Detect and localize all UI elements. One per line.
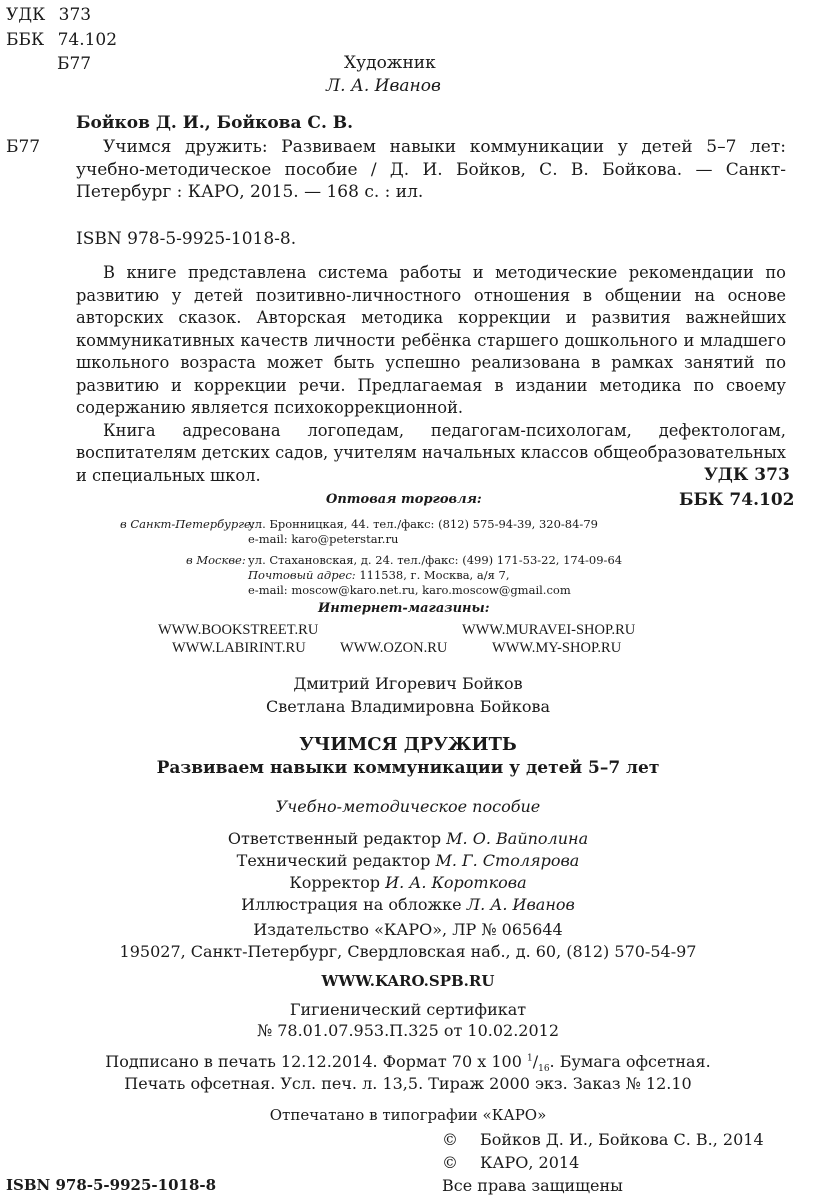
imprint-author-2: Светлана Владимировна Бойкова <box>265 697 551 716</box>
publisher-address: 195027, Санкт-Петербург, Свердловская наб., д. 60, (812) 570-54-97 <box>119 942 697 961</box>
editor-label: Ответственный редактор <box>227 829 447 848</box>
print-info-line-2: Печать офсетная. Усл. печ. л. 13,5. Тираж 2000 экз. Заказ № 12.10 <box>124 1074 692 1093</box>
artist-name: Л. А. Иванов <box>326 76 441 96</box>
book-genre: Учебно-методическое пособие <box>275 797 541 816</box>
artist-label: Художник <box>344 53 436 73</box>
corrector-label: Корректор <box>289 873 386 892</box>
wholesale-spb-address: ул. Бронницкая, 44. тел./факс: (812) 575-94-39, 320-84-79 <box>248 517 598 531</box>
cover-illustration-name: Л. А. Иванов <box>466 895 575 914</box>
cover-illustration-line <box>76 895 740 914</box>
catalog-description: Учимся дружить: Развиваем навыки коммуникации у детей 5–7 лет: учебно-методическое пособие / Д. И. Бойков, С. В. Бойкова. — Санкт-Петербург : КАРО, 2015. — 168 с. : ил. <box>76 137 786 202</box>
shop-link-ozon[interactable]: WWW.OZON.RU <box>340 640 448 656</box>
editor-line <box>76 829 740 848</box>
wholesale-spb-email: e-mail: karo@peterstar.ru <box>248 532 399 546</box>
bbk-code <box>6 29 117 51</box>
copyright-publisher: КАРО, 2014 <box>480 1153 580 1172</box>
copyright-authors: Бойков Д. И., Бойкова С. В., 2014 <box>480 1130 764 1149</box>
certificate-label: Гигиенический сертификат <box>289 1000 527 1019</box>
format-fraction-numerator: 1 <box>526 1053 533 1064</box>
certificate-number: № 78.01.07.953.П.325 от 10.02.2012 <box>256 1021 560 1040</box>
editor-name: М. О. Вайполина <box>446 829 589 848</box>
udk-label: УДК <box>6 5 46 25</box>
author-sign: Б77 <box>57 54 92 74</box>
annotation <box>76 262 786 487</box>
shop-link-muravei[interactable]: WWW.MURAVEI-SHOP.RU <box>462 622 636 638</box>
postal-address-label: Почтовый адрес: <box>248 568 356 582</box>
tech-editor-line <box>76 851 740 870</box>
format-fraction-denominator: 16 <box>538 1064 550 1075</box>
annotation-udk: УДК 373 <box>704 465 790 485</box>
book-title: УЧИМСЯ ДРУЖИТЬ <box>299 734 517 755</box>
wholesale-msk-postal <box>248 568 509 583</box>
wholesale-msk-email: e-mail: moscow@karo.net.ru, karo.moscow@gmail.com <box>248 583 571 597</box>
annotation-paragraph-2: Книга адресована логопедам, педагогам-психологам, дефектологам, воспитателям детских садов, учителям начальных классов общеобразовательных и специальных школ. <box>76 420 786 485</box>
all-rights-reserved: Все права защищены <box>442 1176 623 1195</box>
book-subtitle: Развиваем навыки коммуникации у детей 5–7 лет <box>156 758 660 778</box>
corrector-line <box>76 873 740 892</box>
format-fraction-slash: / <box>532 1052 539 1071</box>
footer-isbn: ISBN 978-5-9925-1018-8 <box>6 1176 217 1194</box>
catalog-code: Б77 <box>6 137 41 157</box>
annotation-bbk: ББК 74.102 <box>679 490 795 510</box>
udk-value: 373 <box>58 5 92 25</box>
print-info-format: Подписано в печать 12.12.2014. Формат 70 x 100 <box>105 1052 527 1071</box>
shops-title: Интернет-магазины: <box>318 601 490 616</box>
print-info-line-1 <box>76 1052 740 1075</box>
wholesale-msk-label: в Москве: <box>186 553 246 567</box>
wholesale-msk-address: ул. Стахановская, д. 24. тел./факс: (499) 171-53-22, 174-09-64 <box>248 553 623 567</box>
shop-link-labirint[interactable]: WWW.LABIRINT.RU <box>172 640 306 656</box>
copyright-symbol-1: © <box>442 1130 458 1149</box>
corrector-name: И. А. Короткова <box>385 873 527 892</box>
shop-link-bookstreet[interactable]: WWW.BOOKSTREET.RU <box>158 622 319 638</box>
udk-code <box>6 4 91 26</box>
wholesale-title: Оптовая торговля: <box>326 492 482 507</box>
bbk-label: ББК <box>6 30 45 50</box>
cover-illustration-label: Иллюстрация на обложке <box>241 895 467 914</box>
wholesale-spb-label: в Санкт-Петербурге: <box>120 517 255 531</box>
copyright-symbol-2: © <box>442 1153 458 1172</box>
tech-editor-label: Технический редактор <box>236 851 436 870</box>
annotation-paragraph-1: В книге представлена система работы и методические рекомендации по развитию у детей позитивно-личностного отношения в общении на основе авторских сказок. Авторская методика коррекции и развития важнейших коммуникативных качеств личности ребёнка старшего дошкольного и младшего школьного возраста может быть успешно реализована в рамках занятий по развитию и коррекции речи. Предлагаемая в издании методика по своему содержанию является психокоррекционной. <box>76 263 786 417</box>
printed-at: Отпечатано в типографии «КАРО» <box>269 1106 547 1124</box>
publisher-line: Издательство «КАРО», ЛР № 065644 <box>253 920 563 939</box>
publisher-website[interactable]: WWW.KARO.SPB.RU <box>321 972 495 990</box>
bbk-value: 74.102 <box>57 30 118 50</box>
postal-address-value: 111538, г. Москва, а/я 7, <box>355 568 510 582</box>
tech-editor-name: М. Г. Столярова <box>435 851 580 870</box>
imprint-author-1: Дмитрий Игоревич Бойков <box>293 674 523 693</box>
shop-link-myshop[interactable]: WWW.MY-SHOP.RU <box>492 640 622 656</box>
catalog-authors: Бойков Д. И., Бойкова С. В. <box>76 113 354 133</box>
print-info-paper: . Бумага офсетная. <box>549 1052 711 1071</box>
catalog-isbn: ISBN 978-5-9925-1018-8. <box>76 229 297 249</box>
